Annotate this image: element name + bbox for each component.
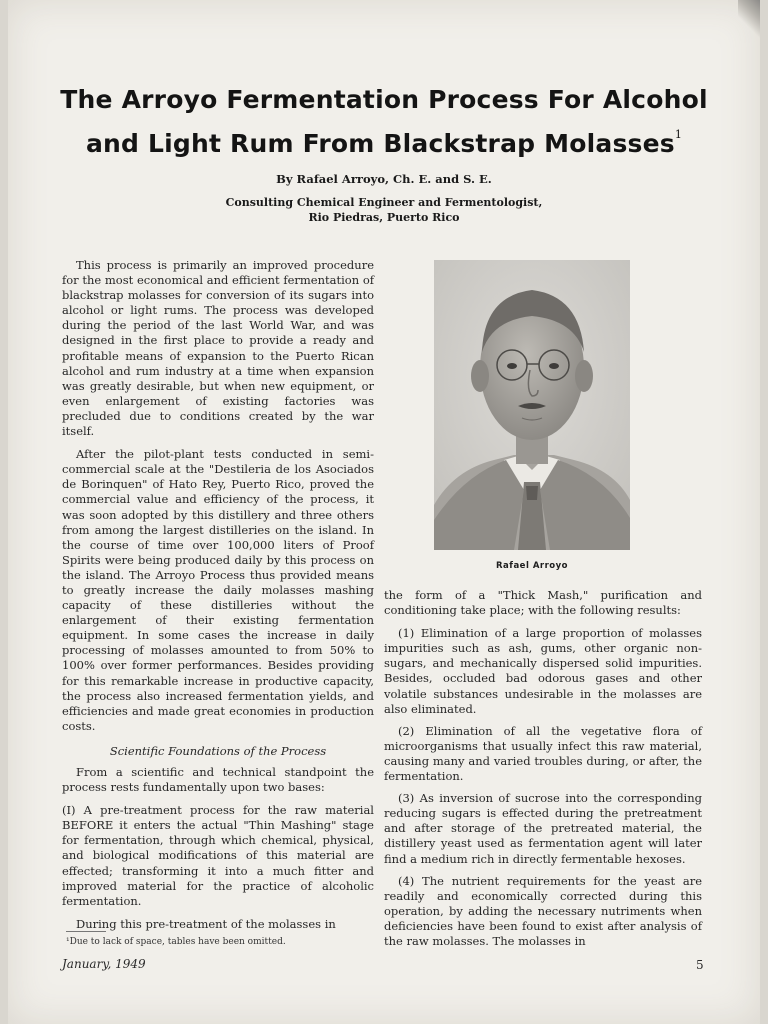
issue-date: January, 1949 bbox=[62, 957, 146, 971]
affiliation bbox=[28, 195, 740, 225]
footnote: ¹Due to lack of space, tables have been omitted. bbox=[66, 937, 286, 947]
footnote-divider bbox=[66, 931, 106, 932]
photo-caption: Rafael Arroyo bbox=[495, 561, 569, 571]
affiliation-line-2: Rio Piedras, Puerto Rico bbox=[308, 211, 460, 224]
page-corner-shadow bbox=[738, 0, 760, 40]
paragraph: (4) The nutrient requirements for the yeast are readily and economically corrected during this operation, by adding the necessary nutriments when deficiencies have been found to exist after analysis of the raw molasses. The molasses in bbox=[384, 873, 702, 948]
paragraph: (3) As inversion of sucrose into the corresponding reducing sugars is effected during the pretreatment and after storage of the pretreated material, the distillery yeast used as fermentation agent will later find a medium rich in directly fermentable hexoses. bbox=[384, 791, 702, 866]
author-portrait-photo bbox=[434, 260, 630, 550]
document-page bbox=[8, 0, 760, 1024]
article-title bbox=[28, 82, 740, 161]
paragraph: (I) A pre-treatment process for the raw material BEFORE it enters the actual "Thin Mashing" stage for fermentation, through which chemical, physical, and biological modifications of this material are effected; transforming it into a much fitter and improved material for the practice of alcoholic fermentation. bbox=[62, 803, 374, 908]
affiliation-line-1: Consulting Chemical Engineer and Fermentologist, bbox=[225, 196, 543, 209]
paragraph: (1) Elimination of a large proportion of molasses impurities such as ash, gums, other organic non-sugars, and mechanically dispersed solid impurities. Besides, occluded bad odorous gases and other volatile substances undesirable in the molasses are also eliminated. bbox=[384, 626, 702, 716]
portrait-illustration bbox=[434, 260, 630, 550]
left-column bbox=[62, 258, 374, 940]
paragraph: This process is primarily an improved procedure for the most economical and efficient fermentation of blackstrap molasses for conversion of its sugars into alcohol or light rums. The process was developed during the period of the last World War, and was designed in the first place to provide a ready and profitable means of expansion to the Puerto Rican alcohol and rum industry at a time when expansion was greatly desirable, but when new equipment, or even enlargement of existing factories was precluded due to conditions created by the war itself. bbox=[62, 258, 374, 439]
title-line-2 bbox=[28, 117, 740, 161]
title-line-1: The Arroyo Fermentation Process For Alcohol bbox=[60, 85, 708, 114]
page-number: 5 bbox=[696, 958, 704, 972]
paragraph: After the pilot-plant tests conducted in semi-commercial scale at the "Destileria de los Asociados de Borinquen" of Hato Rey, Puerto Rico, proved the commercial value and efficiency of the process, it was soon adopted by this distillery and three others from among the largest distilleries on the island. In the course of time over 100,000 liters of Proof Spirits were being produced daily by this process on the island. The Arroyo Process thus provided means to greatly increase the daily molasses mashing capacity of these distilleries without the enlargement of their existing fermentation equipment. In some cases the increase in daily processing of molasses amounted to from 50% to 100% over former performances. Besides providing for this remarkable increase in productive capacity, the process also increased fermentation yields, and efficiencies and made great economies in production costs. bbox=[62, 447, 374, 733]
paragraph: (2) Elimination of all the vegetative flora of microorganisms that usually infect this raw material, causing many and varied troubles during, or after, the fermentation. bbox=[384, 723, 702, 784]
paragraph: During this pre-treatment of the molasses in bbox=[76, 916, 336, 931]
paragraph: From a scientific and technical standpoint the process rests fundamentally upon two bases: bbox=[62, 765, 374, 795]
title-line-2-text: and Light Rum From Blackstrap Molasses bbox=[85, 129, 675, 158]
title-footnote-mark: 1 bbox=[674, 128, 683, 141]
section-heading: Scientific Foundations of the Process bbox=[109, 743, 327, 758]
right-column bbox=[384, 588, 702, 956]
paragraph: the form of a "Thick Mash," purification and conditioning take place; with the following results: bbox=[384, 588, 702, 618]
byline: By Rafael Arroyo, Ch. E. and S. E. bbox=[276, 172, 492, 186]
